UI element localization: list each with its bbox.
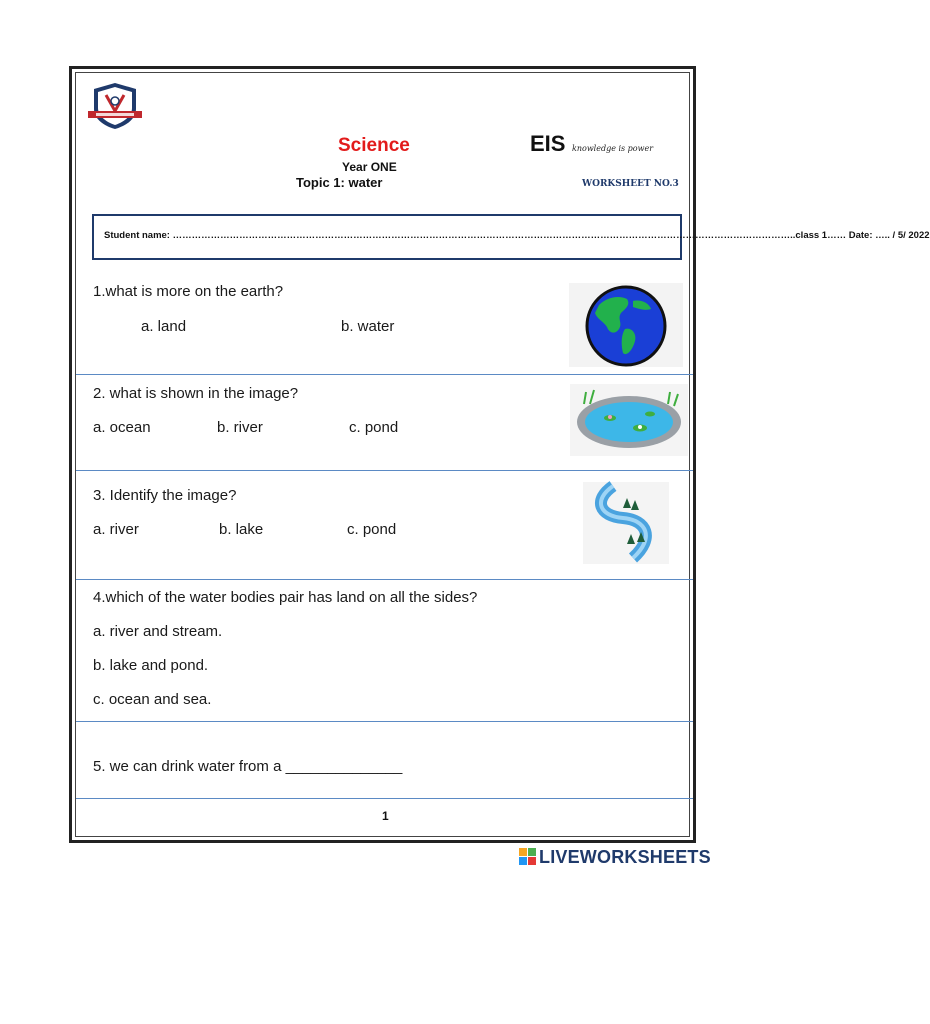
divider-3 — [76, 579, 693, 580]
school-motto: knowledge is power — [572, 144, 654, 153]
question-2-text: 2. what is shown in the image? — [93, 385, 299, 402]
divider-2 — [76, 470, 693, 471]
worksheet-page — [69, 66, 930, 843]
student-info-box — [92, 214, 930, 260]
subject-title: Science — [338, 135, 410, 156]
pond-icon — [570, 384, 688, 456]
question-3-text: 3. Identify the image? — [93, 487, 237, 504]
liveworksheets-blocks-icon — [519, 848, 537, 866]
worksheet-inner-border — [75, 72, 930, 837]
question-4-text: 4.which of the water bodies pair has land on all the sides? — [93, 589, 478, 606]
river-icon — [583, 482, 669, 564]
question-2-option-b[interactable]: b. river — [217, 419, 263, 436]
brand-name: LIVEWORKSHEETS — [539, 846, 711, 867]
page-number: 1 — [382, 809, 389, 823]
question-2-option-a[interactable]: a. ocean — [93, 419, 151, 436]
question-4-option-c[interactable]: c. ocean and sea. — [93, 691, 212, 708]
question-3-option-c[interactable]: c. pond — [347, 521, 397, 538]
school-name: EIS — [530, 131, 566, 156]
question-4-option-a[interactable]: a. river and stream. — [93, 623, 223, 640]
topic-label: Topic 1: water — [296, 175, 383, 190]
question-1-text: 1.what is more on the earth? — [93, 283, 284, 300]
student-info-line[interactable]: Student name: ……………………………………………………………………………………………………………………………………………………………………………..class 1…… Date: ….. / 5/ 2022 — [104, 230, 930, 241]
earth-globe-icon — [569, 283, 683, 367]
question-3-option-b[interactable]: b. lake — [219, 521, 264, 538]
question-1-option-b[interactable]: b. water — [341, 318, 395, 335]
question-4-option-b[interactable]: b. lake and pond. — [93, 657, 209, 674]
question-5-text[interactable]: 5. we can drink water from a ______________ — [93, 758, 403, 775]
school-shield-logo — [86, 81, 144, 131]
worksheet-number: WORKSHEET NO.3 — [582, 179, 679, 189]
divider-4 — [76, 721, 693, 722]
liveworksheets-brand[interactable] — [519, 846, 711, 868]
question-1-option-a[interactable]: a. land — [141, 318, 187, 335]
question-3-option-a[interactable]: a. river — [93, 521, 139, 538]
year-label: Year ONE — [342, 160, 397, 174]
question-2-option-c[interactable]: c. pond — [349, 419, 399, 436]
divider-5 — [76, 798, 693, 799]
divider-1 — [76, 374, 693, 375]
